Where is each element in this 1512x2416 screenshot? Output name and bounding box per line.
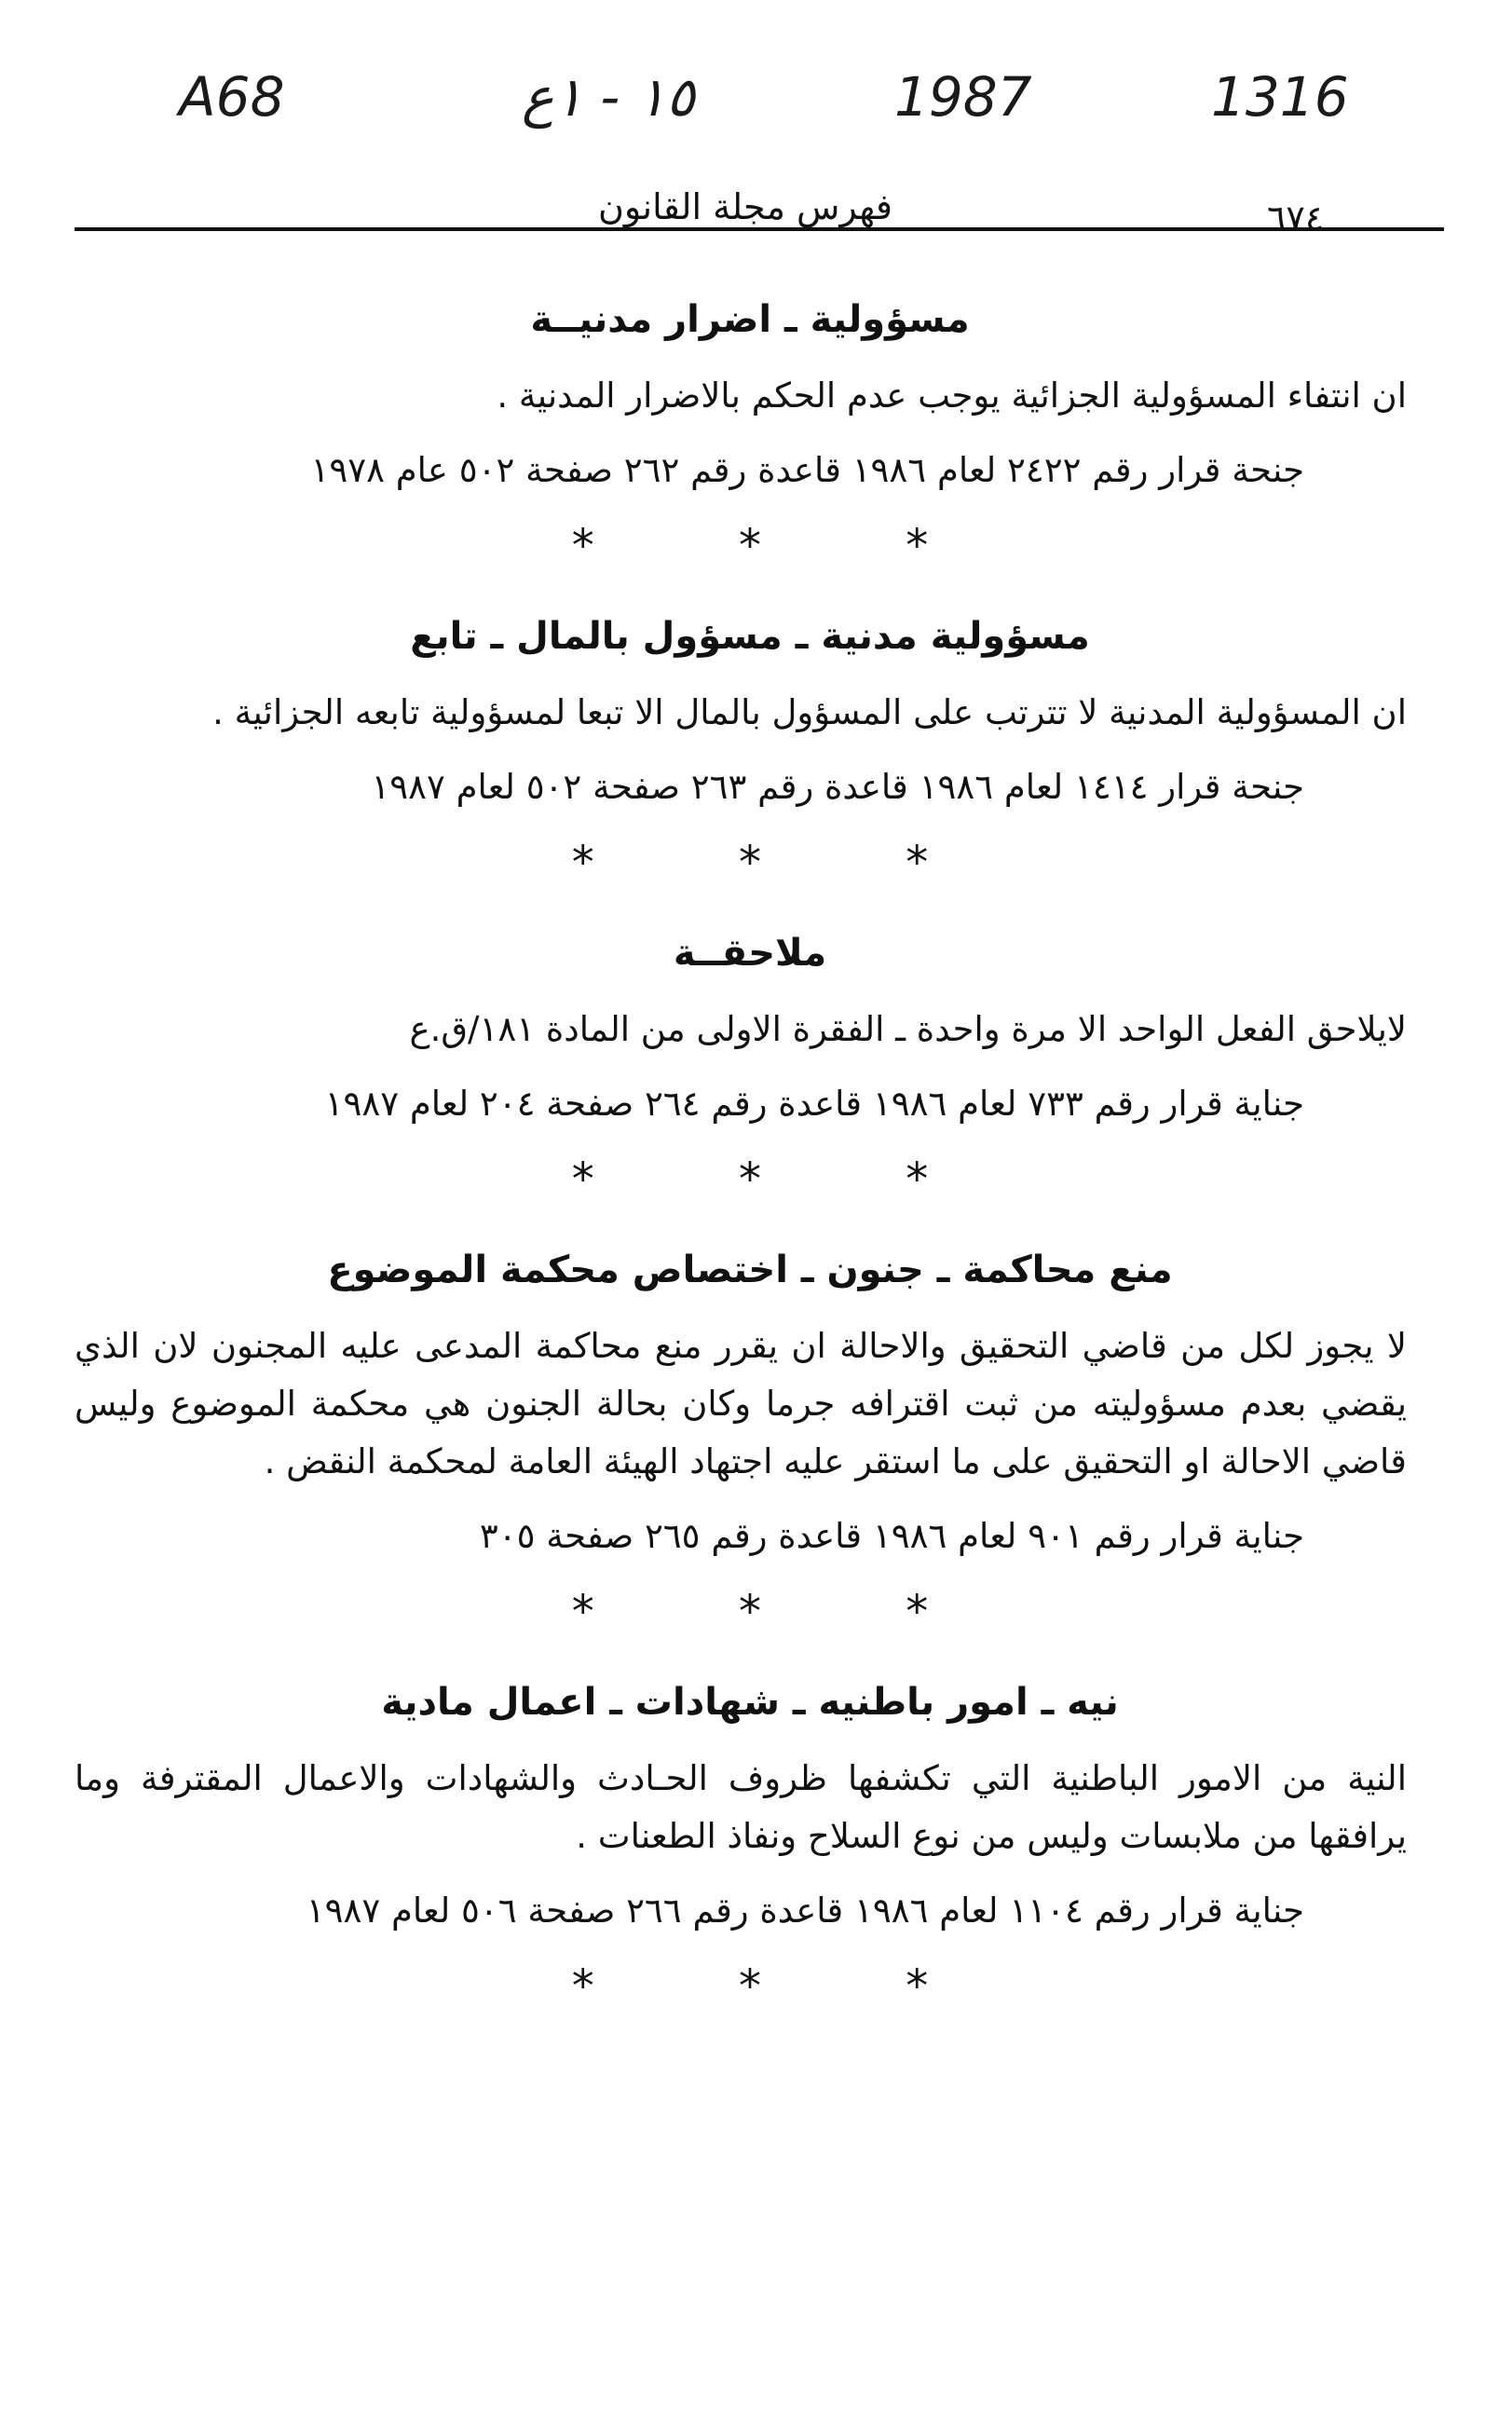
entries-list [56, 298, 1444, 2055]
running-title: فهرس مجلة القانون [597, 186, 893, 227]
entry-paragraph: ان المسؤولية المدنية لا تترتب على المسؤول بالمال الا تبعا لمسؤولية تابعه الجزائية . [212, 692, 1407, 732]
entry-heading: منع محاكمة ـ جنون ـ اختصاص محكمة الموضوع [327, 1249, 1173, 1291]
entry [56, 932, 1444, 1206]
entry [56, 298, 1444, 572]
entry [56, 615, 1444, 889]
entry-citation: جناية قرار رقم ٩٠١ لعام ١٩٨٦ قاعدة رقم ٢٦٥ صفحة ٣٠٥ [479, 1516, 1304, 1556]
entry-paragraph: لا يجوز لكل من قاضي التحقيق والاحالة ان يقرر منع محاكمة المدعى عليه المجنون لان الذي يقضي بعدم مسؤوليته من ثبت اقترافه جرما وكان بحالة الجنون هي محكمة الموضوع وليس قاضي الاحالة او التحقيق على ما استقر عليه اجتهاد الهيئة العامة لمحكمة النقض . [75, 1326, 1407, 1481]
entry-heading: ملاحقــة [673, 932, 827, 975]
handwritten-issue: ١٥ - ١ع [522, 65, 695, 129]
entry-paragraph: ان انتفاء المسؤولية الجزائية يوجب عدم الحكم بالاضرار المدنية . [497, 375, 1407, 416]
handwritten-number: 1316 [1211, 65, 1349, 129]
separator-stars: * * * [571, 837, 994, 889]
entry-heading: مسؤولية ـ اضرار مدنيــة [530, 298, 970, 341]
entry-citation: جنحة قرار ١٤١٤ لعام ١٩٨٦ قاعدة رقم ٢٦٣ صفحة ٥٠٢ لعام ١٩٨٧ [371, 767, 1304, 807]
entry [56, 1249, 1444, 1638]
handwritten-code: A68 [179, 65, 285, 129]
entry [56, 1681, 1444, 2013]
handwritten-year: 1987 [894, 65, 1032, 129]
entry-citation: جناية قرار رقم ١١٠٤ لعام ١٩٨٦ قاعدة رقم ٢٦٦ صفحة ٥٠٦ لعام ١٩٨٧ [306, 1890, 1304, 1931]
separator-stars: * * * [571, 1960, 994, 2013]
separator-stars: * * * [571, 1586, 994, 1638]
entry-citation: جنحة قرار رقم ٢٤٢٢ لعام ١٩٨٦ قاعدة رقم ٢٦٢ صفحة ٥٠٢ عام ١٩٧٨ [310, 450, 1304, 490]
separator-stars: * * * [571, 520, 994, 572]
entry-heading: نيه ـ امور باطنيه ـ شهادات ـ اعمال مادية [381, 1681, 1119, 1724]
separator-stars: * * * [571, 1153, 994, 1206]
header-rule [75, 227, 1444, 231]
page-number: ٦٧٤ [1267, 198, 1325, 239]
entry-paragraph: النية من الامور الباطنية التي تكشفها ظروف الحـادث والشهادات والاعمال المقترفة وما يرافقها من ملابسات وليس من نوع السلاح ونفاذ الطعنات . [75, 1758, 1407, 1856]
entry-heading: مسؤولية مدنية ـ مسؤول بالمال ـ تابع [410, 615, 1090, 658]
entry-citation: جناية قرار رقم ٧٣٣ لعام ١٩٨٦ قاعدة رقم ٢٦٤ صفحة ٢٠٤ لعام ١٩٨٧ [324, 1084, 1304, 1124]
entry-paragraph: لايلاحق الفعل الواحد الا مرة واحدة ـ الفقرة الاولى من المادة ١٨١/ق.ع [409, 1009, 1407, 1049]
